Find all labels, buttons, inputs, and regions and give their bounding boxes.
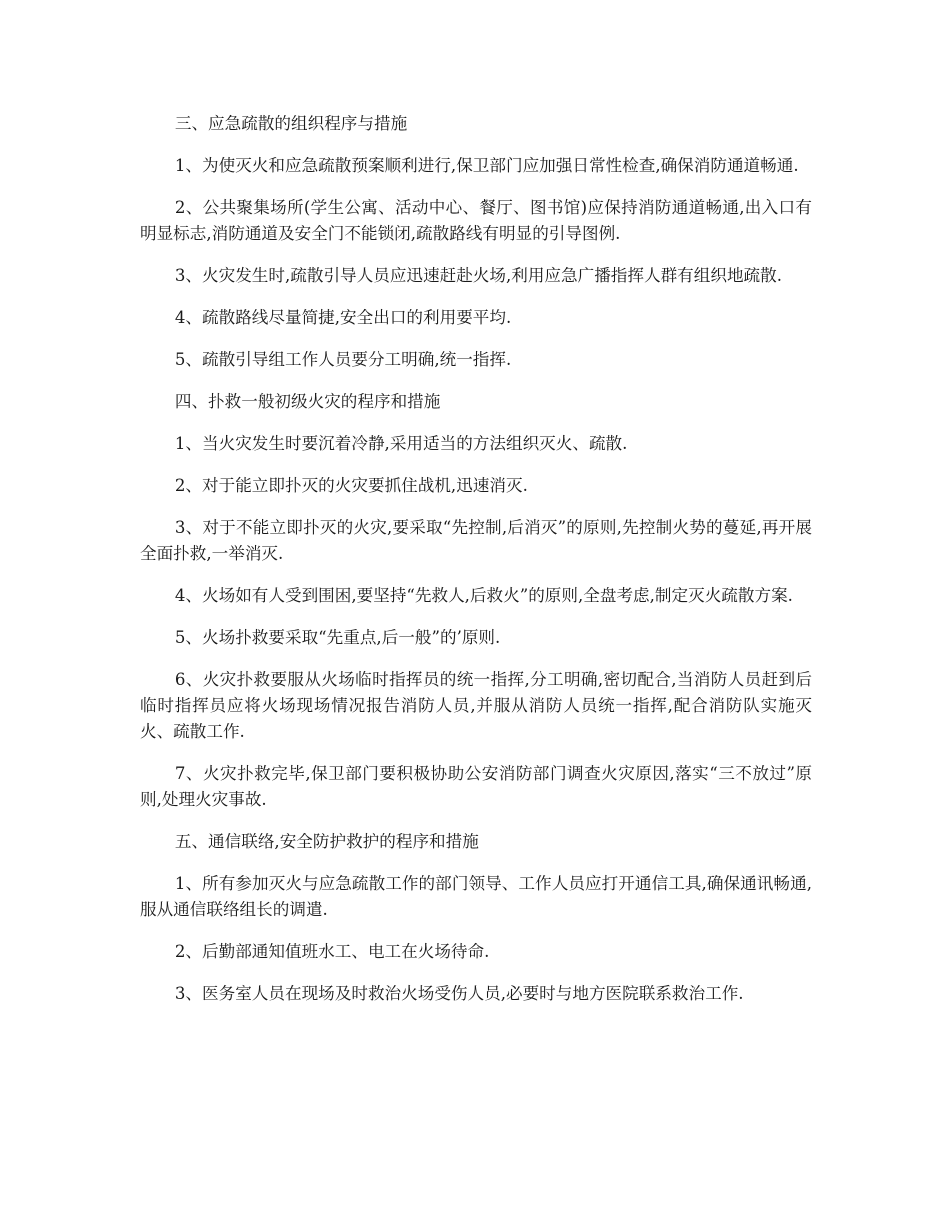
paragraph-4-3: 3、对于不能立即扑灭的火灾,要采取“先控制,后消灭”的原则,先控制火势的蔓延,再开展全面扑救,一举消灭. — [140, 518, 812, 563]
paragraph-4-2: 2、对于能立即扑灭的火灾要抓住战机,迅速消灭. — [174, 476, 528, 495]
paragraph-3-4: 4、疏散路线尽量简捷,安全出口的利用要平均. — [174, 308, 512, 327]
paragraph-3-5: 5、疏散引导组工作人员要分工明确,统一指挥. — [174, 350, 512, 369]
paragraph-4-1: 1、当火灾发生时要沉着冷静,采用适当的方法组织灭火、疏散. — [174, 434, 628, 453]
paragraph-3-3: 3、火灾发生时,疏散引导人员应迅速赶赴火场,利用应急广播指挥人群有组织地疏散. — [174, 266, 783, 285]
section-heading-3: 三、应急疏散的组织程序与措施 — [174, 114, 408, 133]
section-heading-5: 五、通信联络,安全防护救护的程序和措施 — [174, 832, 479, 851]
paragraph-5-1: 1、所有参加灭火与应急疏散工作的部门领导、工作人员应打开通信工具,确保通讯畅通,服从通信联络组长的调遣. — [140, 874, 812, 919]
paragraph-4-4: 4、火场如有人受到围困,要坚持“先救人,后救火”的原则,全盘考虑,制定灭火疏散方案. — [174, 586, 793, 605]
paragraph-3-2: 2、公共聚集场所(学生公寓、活动中心、餐厅、图书馆)应保持消防通道畅通,出入口有明显标志,消防通道及安全门不能锁闭,疏散路线有明显的引导图例. — [140, 198, 812, 243]
section-heading-4: 四、扑救一般初级火灾的程序和措施 — [174, 392, 441, 411]
paragraph-3-1: 1、为使灭火和应急疏散预案顺利进行,保卫部门应加强日常性检查,确保消防通道畅通. — [174, 156, 799, 175]
paragraph-4-5: 5、火场扑救要采取“先重点,后一般”的’原则. — [174, 628, 501, 647]
paragraph-4-7: 7、火灾扑救完毕,保卫部门要积极协助公安消防部门调查火灾原因,落实“三不放过”原则,处理火灾事故. — [140, 764, 812, 809]
paragraph-5-3: 3、医务室人员在现场及时救治火场受伤人员,必要时与地方医院联系救治工作. — [174, 984, 744, 1003]
paragraph-4-6: 6、火灾扑救要服从火场临时指挥员的统一指挥,分工明确,密切配合,当消防人员赶到后临时指挥员应将火场现场情况报告消防人员,并服从消防人员统一指挥,配合消防队实施灭火、疏散工作. — [140, 670, 812, 741]
paragraph-5-2: 2、后勤部通知值班水工、电工在火场待命. — [174, 942, 490, 961]
document-page — [140, 111, 812, 1023]
